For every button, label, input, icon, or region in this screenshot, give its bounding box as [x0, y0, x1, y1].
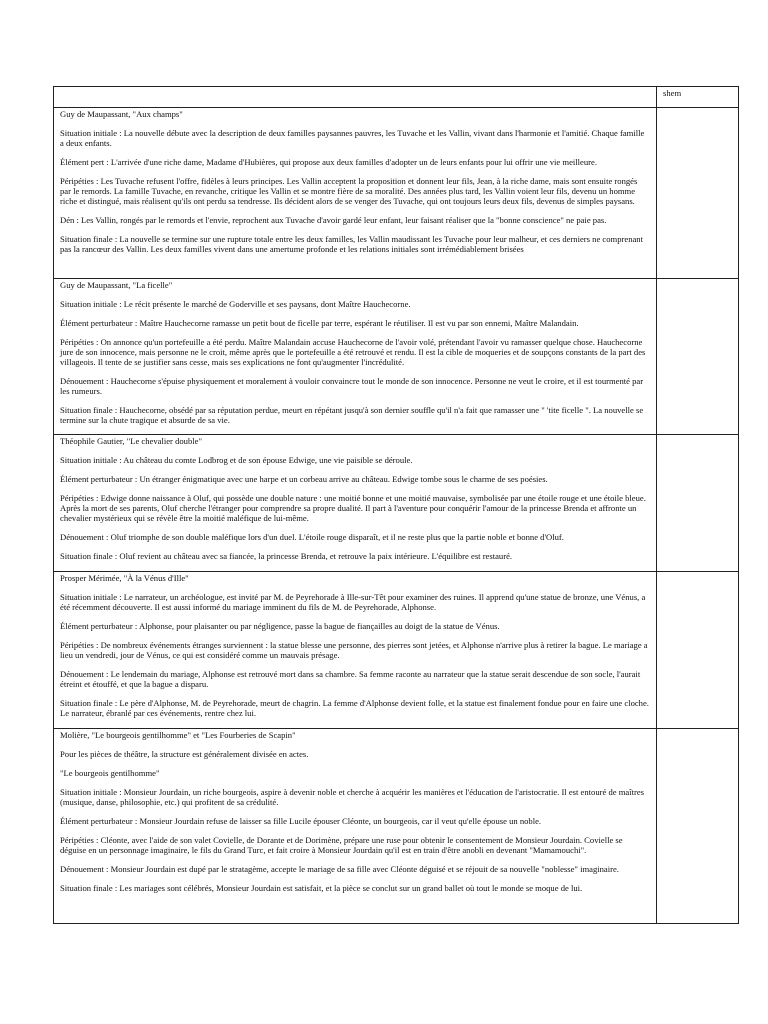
paragraph: Péripéties : Les Tuvache refusent l'offre, fidèles à leurs principes. Les Vallin acceptent la proposition et donnent leur fils, Jean, à la riche dame, mais sont ensuite rongés par le remords. La famille Tuvache, en revanche, critique les Vallin et se montre fière de sa moralité. Des années plus tard, les Vallin voient leur fils, devenu un homme riche et distingué, mais réalisent qu'ils ont perdu sa tendresse. Ils décident alors de se venger des Tuvache, qui ont toujours leurs deux fils, devenus de simples paysans.: [60, 176, 638, 206]
paragraph: Dénouement : Monsieur Jourdain est dupé par le stratagème, accepte le mariage de sa fille avec Cléonte déguisé et se réjouit de sa nouvelle "noblesse" imaginaire.: [60, 864, 619, 874]
work-title: Molière, "Le bourgeois gentilhomme" et "Les Fourberies de Scapin": [60, 730, 296, 740]
work-title: Guy de Maupassant, "Aux champs": [60, 109, 183, 119]
paragraph: Situation finale : Le père d'Alphonse, M. de Peyrehorade, meurt de chagrin. La femme d'Alphonse devient folle, et la statue est finalement fondue pour en faire une cloche. Le narrateur, ébranlé par ces événements, rentre chez lui.: [60, 698, 649, 718]
document-table: [53, 86, 739, 924]
table-row: [54, 279, 738, 435]
header-main-cell: [54, 87, 657, 107]
paragraph: Dénouement : Oluf triomphe de son double maléfique lors d'un duel. L'étoile rouge disparaît, et il ne reste plus que la partie noble et bonne d'Oluf.: [60, 532, 564, 542]
table-row: [54, 435, 738, 572]
paragraph: Situation initiale : Au château du comte Lodbrog et de son épouse Edwige, une vie paisible se déroule.: [60, 455, 413, 465]
row-notes-cell: [657, 108, 738, 278]
row-content-cell: [54, 279, 657, 434]
row-content-cell: [54, 729, 657, 923]
paragraph: Situation initiale : La nouvelle débute avec la description de deux familles paysannes pauvres, les Tuvache et les Vallin, vivant dans l'harmonie et l'amitié. Chaque famille a deux enfants.: [60, 128, 645, 148]
work-title: Guy de Maupassant, "La ficelle": [60, 280, 173, 290]
paragraph: Dénouement : Hauchecorne s'épuise physiquement et moralement à vouloir convaincre tout le monde de son innocence. Personne ne veut le croire, et il est tourmenté par les rumeurs.: [60, 376, 644, 396]
paragraph: Situation finale : Les mariages sont célébrés, Monsieur Jourdain est satisfait, et la pièce se conclut sur un grand ballet où tout le monde se moque de lui.: [60, 883, 583, 893]
paragraph: Situation finale : Oluf revient au château avec sa fiancée, la princesse Brenda, et retrouve la paix intérieure. L'équilibre est restauré.: [60, 551, 513, 561]
row-content-cell: [54, 435, 657, 571]
work-title: Théophile Gautier, "Le chevalier double": [60, 436, 202, 446]
header-side-cell: shem: [663, 88, 682, 98]
paragraph: Pour les pièces de théâtre, la structure est généralement divisée en actes.: [60, 749, 309, 759]
row-notes-cell: [657, 435, 738, 571]
paragraph: Situation initiale : Monsieur Jourdain, un riche bourgeois, aspire à devenir noble et cherche à acquérir les manières et l'éducation de l'aristocratie. Il est entouré de maîtres (musique, danse, philosophie, etc.) qui profitent de sa crédulité.: [60, 787, 645, 807]
paragraph: Élément perturbateur : Monsieur Jourdain refuse de laisser sa fille Lucile épouser Cléonte, un bourgeois, car il veut qu'elle épouse un noble.: [60, 816, 542, 826]
row-notes-cell: [657, 729, 738, 923]
paragraph: Élément perturbateur : Un étranger énigmatique avec une harpe et un corbeau arrive au château. Edwige tombe sous le charme de ses poésies.: [60, 474, 548, 484]
paragraph: "Le bourgeois gentilhomme": [60, 768, 160, 778]
paragraph: Péripéties : Cléonte, avec l'aide de son valet Covielle, de Dorante et de Dorimène, prépare une ruse pour obtenir le consentement de Monsieur Jourdain. Covielle se déguise en un personnage imaginaire, le fils du Grand Turc, et fait croire à Monsieur Jourdain qu'il est en train d'être anobli en devenant "Mamamouchi".: [60, 835, 623, 855]
table-row: [54, 572, 738, 729]
paragraph: Élément perturbateur : Maître Hauchecorne ramasse un petit bout de ficelle par terre, espérant le réutiliser. Il est vu par son ennemi, Maître Malandain.: [60, 318, 579, 328]
paragraph: Dén : Les Vallin, rongés par le remords et l'envie, reprochent aux Tuvache d'avoir gardé leur enfant, leur faisant réaliser que la "bonne conscience" ne paie pas.: [60, 215, 607, 225]
paragraph: Situation finale : Hauchecorne, obsédé par sa réputation perdue, meurt en répétant jusqu'à son dernier souffle qu'il n'a fait que ramasser une " 'tite ficelle ". La nouvelle se termine sur la chute tragique et absurde de sa vie.: [60, 405, 644, 425]
paragraph: Péripéties : De nombreux événements étranges surviennent : la statue blesse une personne, des pierres sont jetées, et Alphonse n'arrive plus à retirer la bague. Le mariage a lieu un vendredi, jour de Vénus, ce qui est considéré comme un mauvais présage.: [60, 640, 648, 660]
table-header-row: [54, 87, 738, 108]
paragraph: Élément perturbateur : Alphonse, pour plaisanter ou par négligence, passe la bague de fiançailles au doigt de la statue de Vénus.: [60, 621, 500, 631]
paragraph: Péripéties : On annonce qu'un portefeuille a été perdu. Maître Malandain accuse Hauchecorne de l'avoir volé, prétendant l'avoir vu ramasser quelque chose. Hauchecorne jure de son innocence, mais personne ne le croit, même après que le portefeuille a été retrouvé et rendu. Il est la cible de moqueries et de soupçons constants de la part des villageois. Il tente de se justifier sans cesse, mais ses explications ne font qu'augmenter l'incrédulité.: [60, 337, 646, 367]
paragraph: Situation finale : La nouvelle se termine sur une rupture totale entre les deux familles, les Vallin maudissant les Tuvache pour leur malheur, et ces derniers ne comprenant pas la rancœur des Vallin. Les deux familles vivent dans une amertume profonde et les relations initiales sont irrémédiablement brisées: [60, 234, 643, 254]
table-row: [54, 108, 738, 279]
work-title: Prosper Mérimée, "À la Vénus d'Ille": [60, 573, 189, 583]
paragraph: Situation initiale : Le narrateur, un archéologue, est invité par M. de Peyrehorade à Ille-sur-Têt pour examiner des ruines. Il apprend qu'une statue de bronze, une Vénus, a été récemment découverte. Il est aussi informé du mariage imminent du fils de M. de Peyrehorade, Alphonse.: [60, 592, 646, 612]
table-row: [54, 729, 738, 923]
row-content-cell: [54, 108, 657, 278]
paragraph: Situation initiale : Le récit présente le marché de Goderville et ses paysans, dont Maître Hauchecorne.: [60, 299, 411, 309]
paragraph: Péripéties : Edwige donne naissance à Oluf, qui possède une double nature : une moitié bonne et une moitié mauvaise, symbolisée par une étoile rouge et une étoile bleue. Après la mort de ses parents, Oluf cherche l'étranger pour comprendre sa propre dualité. Il part à l'aventure pour conquérir l'amour de la princesse Brenda et affronte un chevalier mystérieux qui se révèle être la moitié maléfique de lui-même.: [60, 493, 646, 523]
row-notes-cell: [657, 279, 738, 434]
row-content-cell: [54, 572, 657, 728]
paragraph: Élément pert : L'arrivée d'une riche dame, Madame d'Hubières, qui propose aux deux familles d'adopter un de leurs enfants pour lui offrir une vie meilleure.: [60, 157, 597, 167]
row-notes-cell: [657, 572, 738, 728]
paragraph: Dénouement : Le lendemain du mariage, Alphonse est retrouvé mort dans sa chambre. Sa femme raconte au narrateur que la statue serait descendue de son socle, l'aurait étreint et étouffé, et que la bague a disparu.: [60, 669, 641, 689]
